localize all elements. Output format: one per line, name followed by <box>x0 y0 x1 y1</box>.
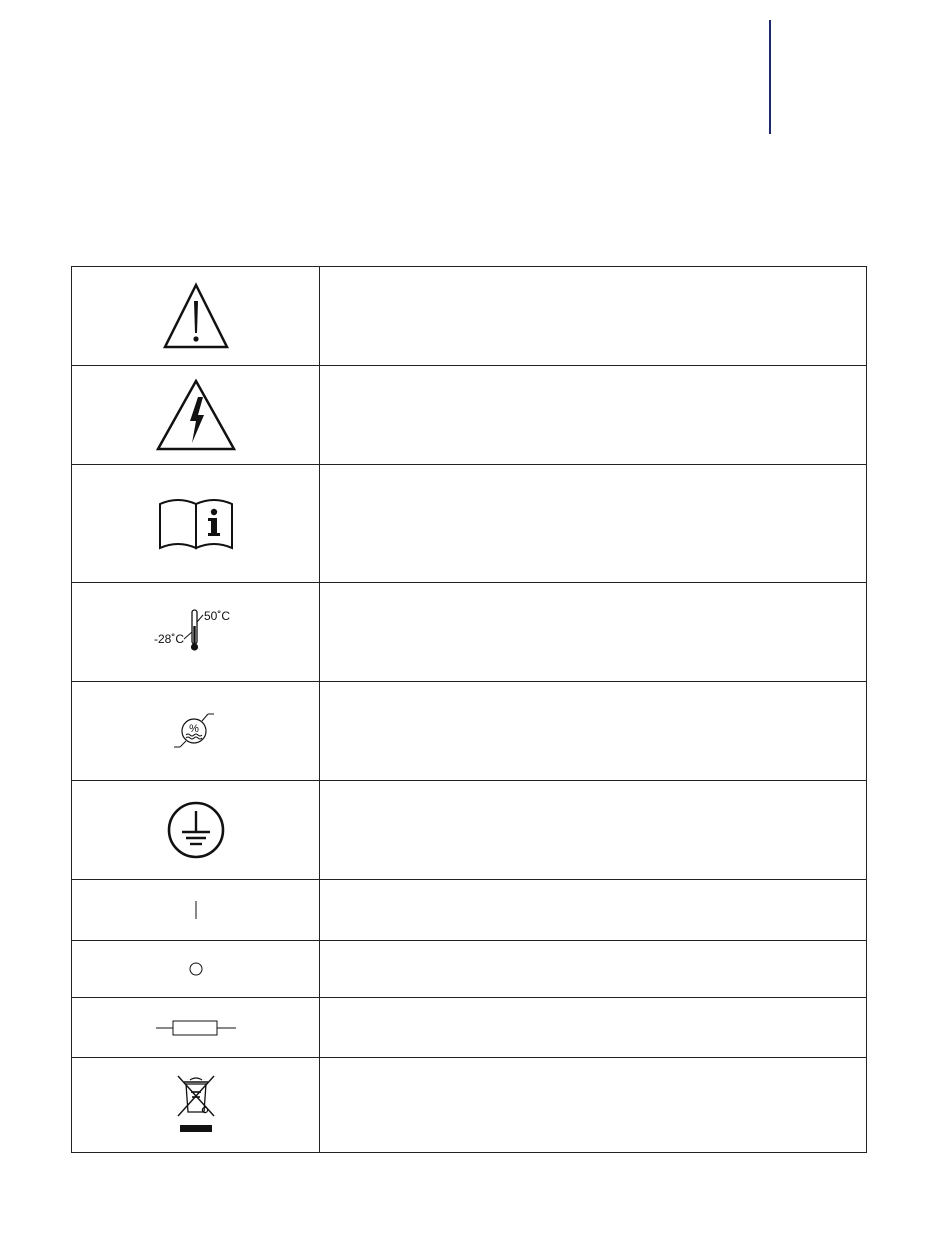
page-header-rule <box>769 20 771 134</box>
table-row <box>72 880 867 941</box>
symbol-description <box>320 1058 867 1153</box>
symbol-cell <box>72 941 320 998</box>
symbol-description <box>320 366 867 465</box>
power-on-icon <box>193 901 199 919</box>
high-voltage-icon <box>156 379 236 451</box>
symbol-description <box>320 465 867 583</box>
symbol-description <box>320 583 867 682</box>
symbol-cell <box>72 1058 320 1153</box>
upper-temperature-label: 50˚C <box>203 609 230 623</box>
table-row <box>72 941 867 998</box>
symbol-cell <box>72 998 320 1058</box>
humidity-percent-label: % <box>188 723 199 735</box>
symbol-cell <box>72 366 320 465</box>
symbol-description <box>320 880 867 941</box>
temperature-limit-icon <box>150 608 242 656</box>
fuse-icon <box>156 1019 236 1037</box>
symbol-cell <box>72 583 320 682</box>
table-row <box>72 1058 867 1153</box>
weee-crossed-bin-icon <box>176 1074 216 1136</box>
symbol-cell <box>72 781 320 880</box>
table-row <box>72 781 867 880</box>
symbol-description <box>320 941 867 998</box>
symbol-description <box>320 267 867 366</box>
warning-triangle-icon <box>163 283 229 349</box>
table-row <box>72 682 867 781</box>
symbol-description <box>320 682 867 781</box>
symbol-cell <box>72 465 320 583</box>
protective-earth-icon <box>166 800 226 860</box>
consult-instructions-icon <box>158 496 234 552</box>
table-row <box>72 583 867 682</box>
table-row <box>72 366 867 465</box>
lower-temperature-label: -28˚C <box>153 632 184 646</box>
table-row <box>72 998 867 1058</box>
humidity-limit-icon <box>174 711 218 751</box>
symbols-table <box>71 266 867 1153</box>
table-row <box>72 465 867 583</box>
symbol-cell <box>72 682 320 781</box>
power-off-icon <box>188 961 204 977</box>
table-row <box>72 267 867 366</box>
symbol-description <box>320 781 867 880</box>
symbol-cell <box>72 880 320 941</box>
symbol-cell <box>72 267 320 366</box>
symbol-description <box>320 998 867 1058</box>
